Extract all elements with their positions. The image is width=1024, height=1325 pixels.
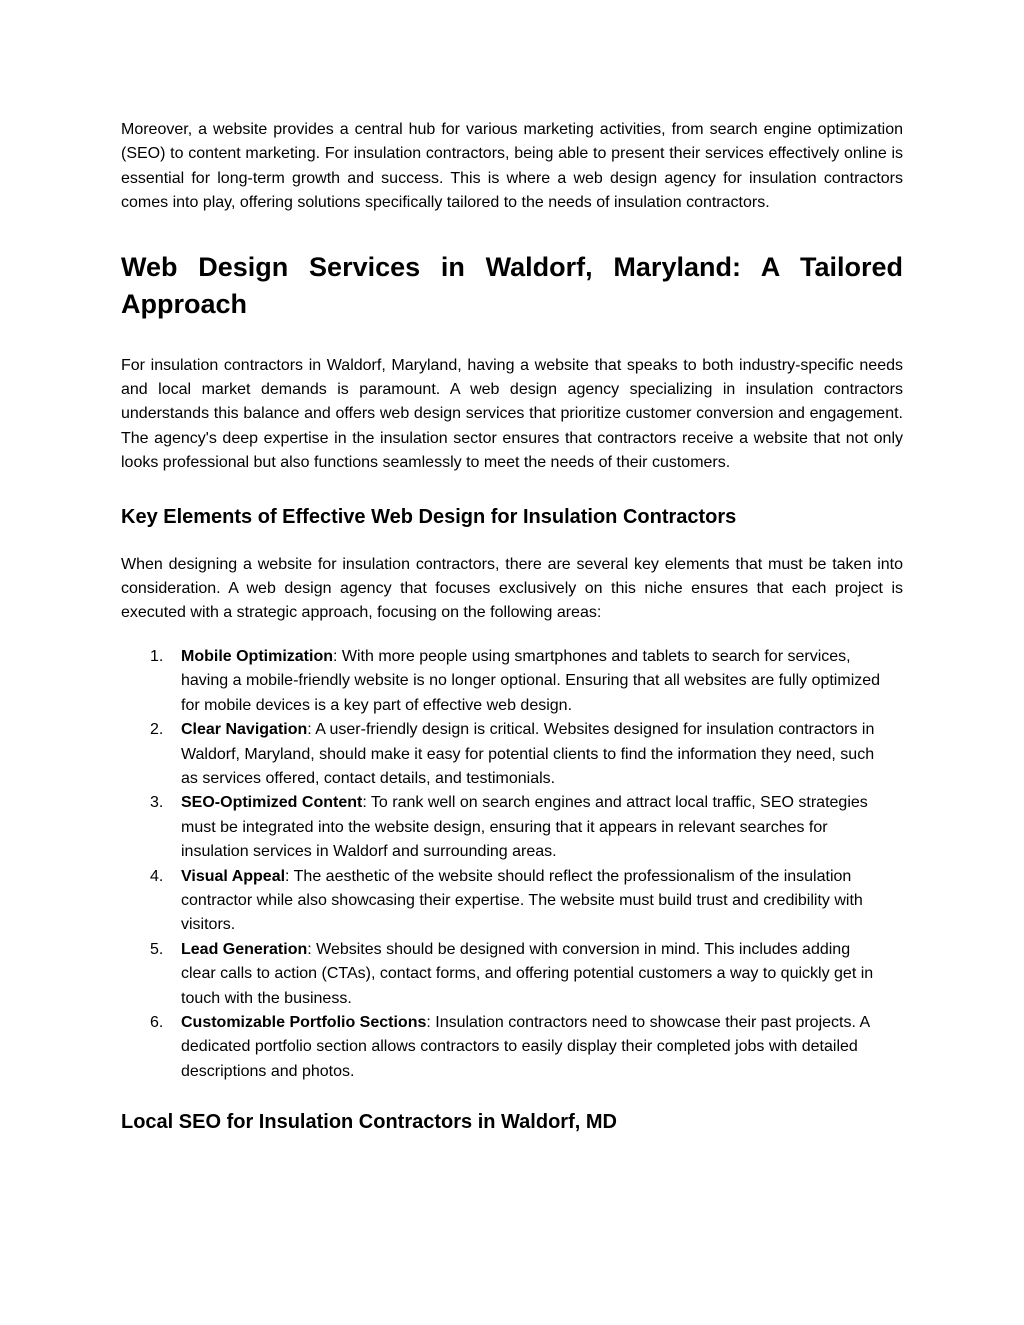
list-item <box>121 718 903 791</box>
list-item <box>121 645 903 718</box>
list-item-term: Lead Generation <box>181 940 308 958</box>
list-item-text: : Insulation contractors need to showcase their past projects. A dedicated portfolio section allows contractors to easily display their completed jobs with detailed descriptions and photos. <box>181 1013 870 1080</box>
list-item <box>121 791 903 864</box>
key-elements-heading: Key Elements of Effective Web Design for Insulation Contractors <box>121 505 737 528</box>
key-elements-list <box>121 645 903 1084</box>
list-item-text: : To rank well on search engines and attract local traffic, SEO strategies must be integrated into the website design, ensuring that it appears in relevant searches for insulation services in Waldorf and surrounding areas. <box>181 794 868 861</box>
list-item-term: Clear Navigation <box>181 721 308 739</box>
list-item-text: : Websites should be designed with conversion in mind. This includes adding clear calls to action (CTAs), contact forms, and offering potential customers a way to quickly get in touch with the business. <box>181 940 874 1007</box>
list-item-number: 3. <box>150 794 164 812</box>
list-item-number: 4. <box>150 867 164 885</box>
services-paragraph: For insulation contractors in Waldorf, Maryland, having a website that speaks to both industry-specific needs and local market demands is paramount. A web design agency specializing in insulation contractors understands this balance and offers web design services that prioritize customer conversion and engagement. The agency's deep expertise in the insulation sector ensures that contractors receive a website that not only looks professional but also functions seamlessly to meet the needs of their customers. <box>121 356 903 472</box>
list-item-number: 2. <box>150 721 164 739</box>
list-item-text: : With more people using smartphones and tablets to search for services, having a mobile-friendly website is no longer optional. Ensuring that all websites are fully optimized for mobile devices is a key part of effective web design. <box>181 647 881 714</box>
list-item-term: Customizable Portfolio Sections <box>181 1013 427 1031</box>
list-item-term: Visual Appeal <box>181 867 286 885</box>
key-elements-paragraph: When designing a website for insulation contractors, there are several key elements that must be taken into consideration. A web design agency that focuses exclusively on this niche ensures that each project is executed with a strategic approach, focusing on the following areas: <box>121 555 903 622</box>
list-item-text: : A user-friendly design is critical. Websites designed for insulation contractors in Waldorf, Maryland, should make it easy for potential clients to find the information they need, such as services offered, contact details, and testimonials. <box>181 721 875 787</box>
list-item-text: : The aesthetic of the website should reflect the professionalism of the insulation contractor while also showcasing their expertise. The website must build trust and credibility with visitors. <box>181 867 863 934</box>
list-item-number: 5. <box>150 940 164 958</box>
list-item-term: Mobile Optimization <box>181 647 333 665</box>
intro-paragraph: Moreover, a website provides a central hub for various marketing activities, from search engine optimization (SEO) to content marketing. For insulation contractors, being able to present their services effectively online is essential for long-term growth and success. This is where a web design agency for insulation contractors comes into play, offering solutions specifically tailored to the needs of insulation contractors. <box>121 121 903 212</box>
list-item <box>121 938 903 1011</box>
list-item-number: 6. <box>150 1013 164 1031</box>
list-item <box>121 865 903 938</box>
services-heading: Web Design Services in Waldorf, Maryland: A Tailored Approach <box>121 251 903 319</box>
list-item-number: 1. <box>150 647 164 665</box>
list-item <box>121 1011 903 1084</box>
list-item-term: SEO-Optimized Content <box>181 794 363 812</box>
local-seo-heading: Local SEO for Insulation Contractors in Waldorf, MD <box>121 1111 617 1134</box>
document-page <box>121 118 903 1136</box>
